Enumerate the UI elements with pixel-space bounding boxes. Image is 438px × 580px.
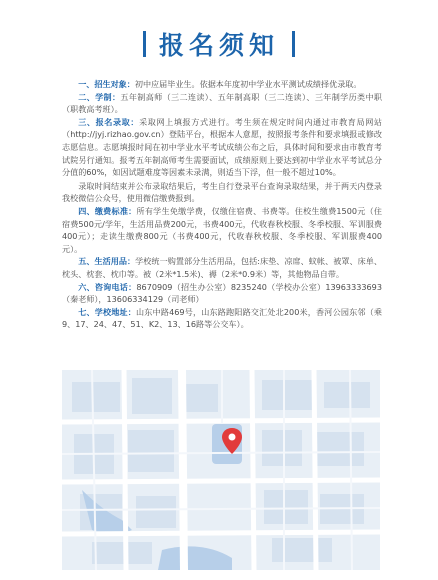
section-school-address xyxy=(62,306,382,331)
section-text: 录取时间结束并公布录取结果后，考生自行登录平台查询录取结果，并于两天内登录我校微信公众号，使用微信缴费报到。 xyxy=(62,180,382,204)
section-label: 一、招生对象： xyxy=(78,79,135,89)
map-canvas xyxy=(62,370,380,570)
section-text: 学校统一购置部分生活用品，包括:床垫、凉席、蚊帐、被罩、床单、枕头、枕套、枕巾等。被（2米*1.5米)、褥（2米*0.9米）等，其他物品自带。 xyxy=(62,256,382,279)
section-label: 七、学校地址： xyxy=(78,306,137,317)
section-label: 六、咨询电话： xyxy=(78,281,137,292)
section-label: 五、生活用品： xyxy=(78,256,136,267)
section-text: 山东中路469号，山东路跑阳路交汇处北200米，香河公园东邻（乘9、17、24、47、51、K2、13、16路等公交车）。 xyxy=(62,306,382,330)
section-label: 二、学制： xyxy=(78,91,121,102)
section-school-system xyxy=(62,91,382,116)
page-header xyxy=(0,26,438,60)
section-admission-result xyxy=(62,180,382,205)
title-bar-left xyxy=(143,31,146,57)
section-daily-supplies xyxy=(62,255,382,280)
page-title: 报名须知 xyxy=(158,31,279,60)
section-text: 初中应届毕业生。依据本年度初中学业水平测试成绩择优录取。 xyxy=(134,79,362,89)
section-enrollment-target xyxy=(62,78,382,91)
section-label: 四、缴费标准： xyxy=(78,205,137,216)
notice-content xyxy=(62,78,382,331)
section-label: 三、报名录取： xyxy=(78,116,140,127)
map-main-road xyxy=(182,370,184,570)
section-registration xyxy=(62,116,382,179)
title-bar-right xyxy=(292,31,295,57)
section-text: 五年制高师（三二连读）、五年制高职（三二连读）、三年制学历类中职（职教高考班）。 xyxy=(62,91,382,115)
section-fees xyxy=(62,205,382,255)
section-text: 8670909（招生办公室）8235240（学校办公室）13963333693（秦老师），13606334129（司老师） xyxy=(62,281,382,305)
section-contact-phone xyxy=(62,281,382,306)
location-map[interactable] xyxy=(62,370,380,570)
section-text: 所有学生免缴学费，仅缴住宿费、书费等。住校生缴费1500元（住宿费500元/学年，生活用品费200元，书费400元，代收春秋校服、冬季校服、军训服费400元）；走读生缴费800元（书费400元，代收春秋校服、冬季校服、军训服费400元）。 xyxy=(62,205,382,254)
section-text: 采取网上填报方式进行。考生须在规定时间内通过市教育局网站（http://jyj.rizhao.gov.cn）登陆平台，根据本人意愿，按照报考条件和要求填报或修改志愿信息。志愿填报时间在初中学业水平考试成绩公布之后，具体时间和要求由市教育考试院另行通知。报考五年制高师考生需要面试，成绩原则上要达到初中学业水平考试总分分值的60%，如因试题难度等因素未录满，则适当下浮，但一般不超过10%。 xyxy=(62,116,382,178)
